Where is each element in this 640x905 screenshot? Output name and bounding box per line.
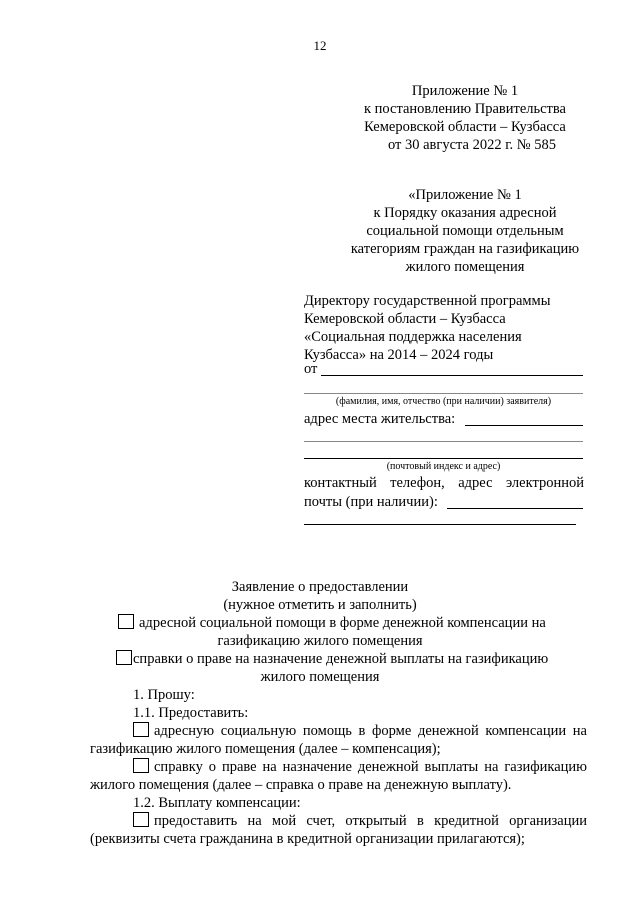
item-b-line-1 — [133, 758, 587, 776]
item-a-line-2: газификацию жилого помещения (далее – компенсация); — [90, 741, 441, 757]
item-a-line-1 — [133, 722, 587, 740]
contact-input-line[interactable] — [447, 508, 583, 509]
contact-input-line-2[interactable] — [304, 524, 576, 525]
appendix-header — [330, 82, 600, 154]
appendix-order-line: социальной помощи отдельным — [366, 223, 564, 239]
item-c-line-2: (реквизиты счета гражданина в кредитной организации прилагаются); — [90, 831, 525, 847]
address-caption: (почтовый индекс и адрес) — [386, 461, 501, 472]
application-subtitle: (нужное отметить и заполнить) — [223, 597, 417, 613]
addressee-line: Кузбасса» на 2014 – 2024 годы — [304, 347, 494, 363]
contact-line-2: почты (при наличии): — [304, 494, 438, 510]
option-2-label: справки о праве на назначение денежной выплаты на газификацию — [133, 651, 549, 667]
option-1-line-1 — [118, 614, 546, 632]
addressee-line: «Социальная поддержка населения — [304, 329, 522, 345]
item-c-checkbox[interactable] — [133, 812, 149, 827]
option-2-checkbox[interactable] — [116, 650, 132, 665]
option-1-line-2: газификацию жилого помещения — [217, 633, 423, 649]
from-label: от — [304, 361, 318, 377]
appendix-order-line: жилого помещения — [405, 259, 525, 275]
appendix-header-line: Приложение № 1 — [411, 83, 519, 99]
item-c-line-1 — [133, 812, 587, 830]
option-1-label: адресной социальной помощи в форме денежной компенсации на — [139, 615, 546, 631]
paragraph-1-2: 1.2. Выплату компенсации: — [133, 795, 301, 811]
addressee-block — [304, 292, 594, 364]
from-input-line[interactable] — [321, 375, 583, 376]
from-input-line-2[interactable] — [304, 393, 583, 394]
page-number: 12 — [313, 38, 327, 53]
appendix-order-line: категориям граждан на газификацию — [350, 241, 580, 257]
option-2-line-2: жилого помещения — [260, 669, 380, 685]
appendix-header-line: к постановлению Правительства — [364, 101, 566, 117]
addressee-line: Директору государственной программы — [304, 293, 551, 309]
appendix-header-line: Кемеровской области – Кузбасса — [364, 119, 566, 135]
contact-line-1: контактный телефон, адрес электронной — [304, 475, 584, 491]
address-input-line-2[interactable] — [304, 441, 583, 442]
item-a-checkbox[interactable] — [133, 722, 149, 737]
option-2-line-1 — [116, 650, 548, 668]
item-c-label: предоставить на мой счет, открытый в кредитной организации — [154, 813, 587, 829]
item-b-line-2: жилого помещения (далее – справка о праве на денежную выплату). — [90, 777, 512, 793]
appendix-order-line: к Порядку оказания адресной — [373, 205, 557, 221]
application-title: Заявление о предоставлении — [231, 579, 409, 595]
option-1-checkbox[interactable] — [118, 614, 134, 629]
addressee-line: Кемеровской области – Кузбасса — [304, 311, 506, 327]
item-a-label: адресную социальную помощь в форме денежной компенсации на — [154, 723, 587, 739]
address-label: адрес места жительства: — [304, 411, 456, 427]
paragraph-1-1: 1.1. Предоставить: — [133, 705, 249, 721]
appendix-order — [330, 186, 600, 276]
item-b-checkbox[interactable] — [133, 758, 149, 773]
address-input-line[interactable] — [465, 425, 583, 426]
address-input-line-3[interactable] — [304, 458, 583, 459]
paragraph-1: 1. Прошу: — [133, 687, 195, 703]
item-b-label: справку о праве на назначение денежной выплаты на газификацию — [154, 759, 587, 775]
appendix-order-line: «Приложение № 1 — [408, 187, 522, 203]
appendix-header-line: от 30 августа 2022 г. № 585 — [387, 137, 557, 153]
name-caption: (фамилия, имя, отчество (при наличии) заявителя) — [335, 396, 552, 407]
